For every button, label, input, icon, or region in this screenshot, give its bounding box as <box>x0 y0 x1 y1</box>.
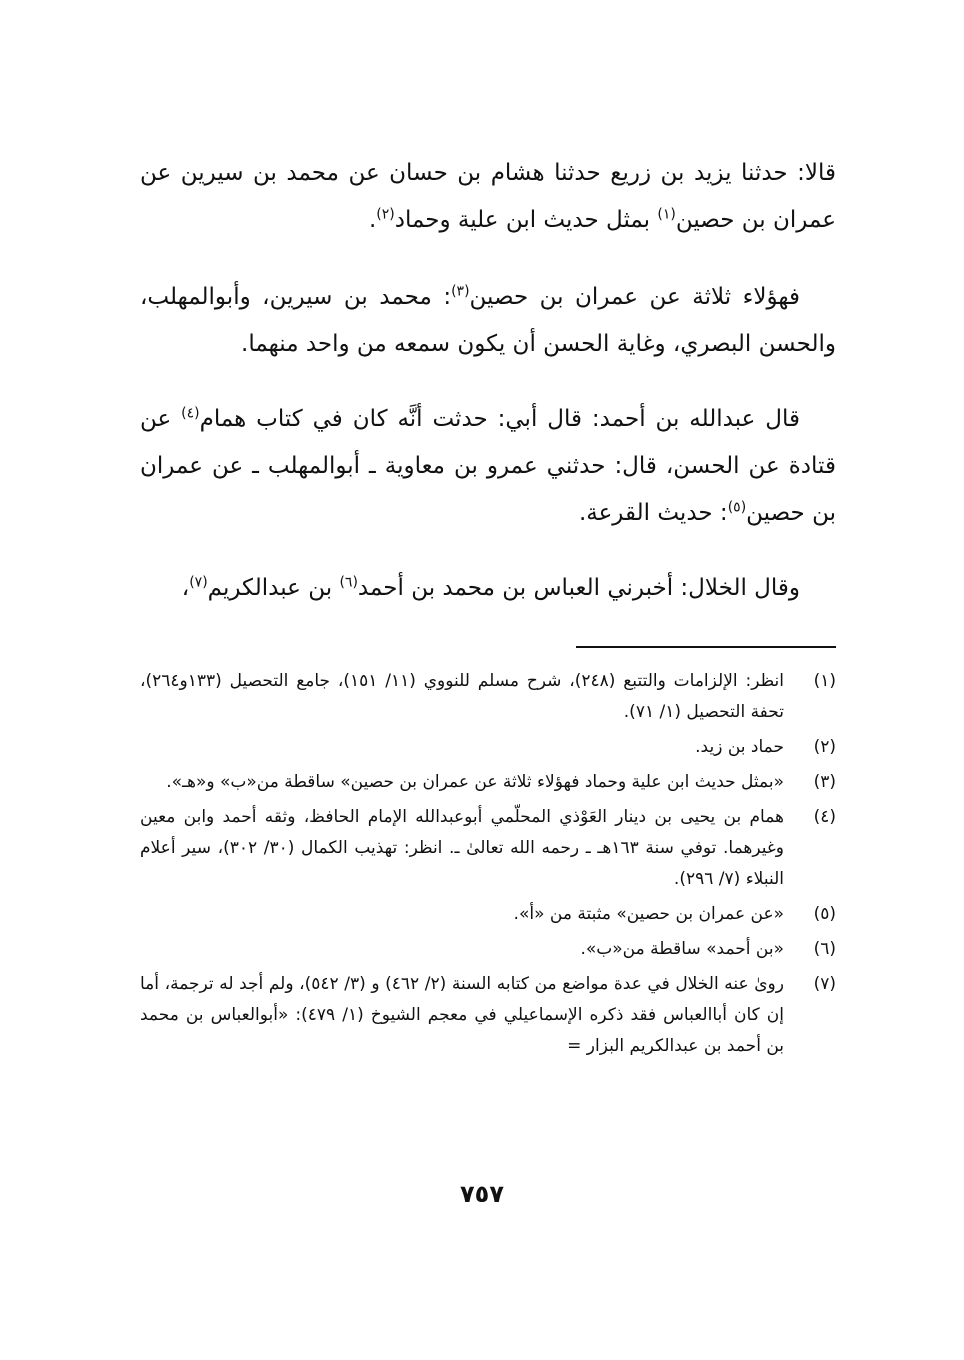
main-text <box>140 150 836 612</box>
footnote-ref-4: (٤) <box>181 405 200 422</box>
paragraph-4-text: وقال الخلال: أخبرني العباس بن محمد بن أحمد <box>357 575 800 601</box>
paragraph-4-end: ، <box>181 575 190 601</box>
footnote-ref-6: (٦) <box>339 574 358 591</box>
paragraph-1-end: . <box>368 207 377 233</box>
paragraph-4 <box>140 565 836 612</box>
footnote <box>140 802 836 895</box>
paragraph-2 <box>140 274 836 368</box>
footnote-number: (٣) <box>813 772 836 792</box>
footnote-divider <box>576 646 836 648</box>
footnote <box>140 969 836 1062</box>
footnote-ref-5: (٥) <box>727 499 747 516</box>
page <box>140 150 836 1250</box>
footnote <box>140 899 836 930</box>
footnote-text: «بمثل حديث ابن علية وحماد فهؤلاء ثلاثة عن عمران بن حصين» ساقطة من«ب» و«هـ». <box>166 772 784 792</box>
footnote-number: (٧) <box>813 974 836 994</box>
footnote-number: (٤) <box>813 807 836 827</box>
footnote-ref-1: (١) <box>657 206 676 223</box>
footnote-ref-3: (٣) <box>451 283 470 300</box>
footnote <box>140 666 836 728</box>
footnote <box>140 732 836 763</box>
paragraph-1-text: قالا: حدثنا يزيد بن زريع حدثنا هشام بن حسان عن محمد بن سيرين عن عمران بن حصين <box>140 160 836 233</box>
footnote-number: (٦) <box>813 939 836 959</box>
paragraph-1-text-2: بمثل حديث ابن علية وحماد <box>394 207 658 233</box>
paragraph-3 <box>140 396 836 537</box>
paragraph-1 <box>140 150 836 244</box>
paragraph-2-text: فهؤلاء ثلاثة عن عمران بن حصين <box>469 284 800 310</box>
paragraph-3-end: : حديث القرعة. <box>578 500 728 526</box>
paragraph-4-text-2: بن عبدالكريم <box>207 575 340 601</box>
footnote-text: انظر: الإلزامات والتتبع (٢٤٨)، شرح مسلم للنووي (١١/ ١٥١)، جامع التحصيل (١٣٣و٢٦٤)، تحفة التحصيل (١/ ٧١). <box>140 671 784 722</box>
footnote-text: «عن عمران بن حصين» مثبتة من «أ». <box>513 904 784 924</box>
footnote-text: همام بن يحيى بن دينار العَوْذي المحلّمي أبوعبدالله الإمام الحافظ، وثقه أحمد وابن معين وغيرهما. توفي سنة ١٦٣هـ ـ رحمه الله تعالىٰ ـ. انظر: تهذيب الكمال (٣٠/ ٣٠٢)، سير أعلام النبلاء (٧/ ٢٩٦). <box>140 807 784 889</box>
footnote-text: حماد بن زيد. <box>695 737 784 757</box>
footnote <box>140 934 836 965</box>
footnote-text: رویٰ عنه الخلال في عدة مواضع من كتابه السنة (٢/ ٤٦٢) و (٣/ ٥٤٢)، ولم أجد له ترجمة، أما إن كان أباالعباس فقد ذكره الإسماعيلي في معجم الشيوخ (١/ ٤٧٩): «أبوالعباس بن محمد بن أحمد بن عبدالكريم البزار = <box>140 974 784 1056</box>
footnotes <box>140 666 836 1062</box>
paragraph-3-text: قال عبدالله بن أحمد: قال أبي: حدثت أنَّه كان في كتاب همام <box>199 406 800 432</box>
footnote-number: (١) <box>813 671 836 691</box>
paragraph-3-text-2: عن قتادة عن الحسن، قال: حدثني عمرو بن معاوية ـ أبوالمهلب ـ عن عمران بن حصين <box>140 406 836 526</box>
page-number: ٧٥٧ <box>460 1180 504 1208</box>
footnote <box>140 767 836 798</box>
footnote-ref-2: (٢) <box>376 206 395 223</box>
footnote-text: «بن أحمد» ساقطة من«ب». <box>580 939 784 959</box>
paragraph-2-text-2: : محمد بن سيرين، وأبوالمهلب، والحسن البصري، وغاية الحسن أن يكون سمعه من واحد منهما. <box>140 284 836 357</box>
footnote-ref-7: (٧) <box>189 574 208 591</box>
footnote-number: (٢) <box>813 737 836 757</box>
footnote-number: (٥) <box>813 904 836 924</box>
